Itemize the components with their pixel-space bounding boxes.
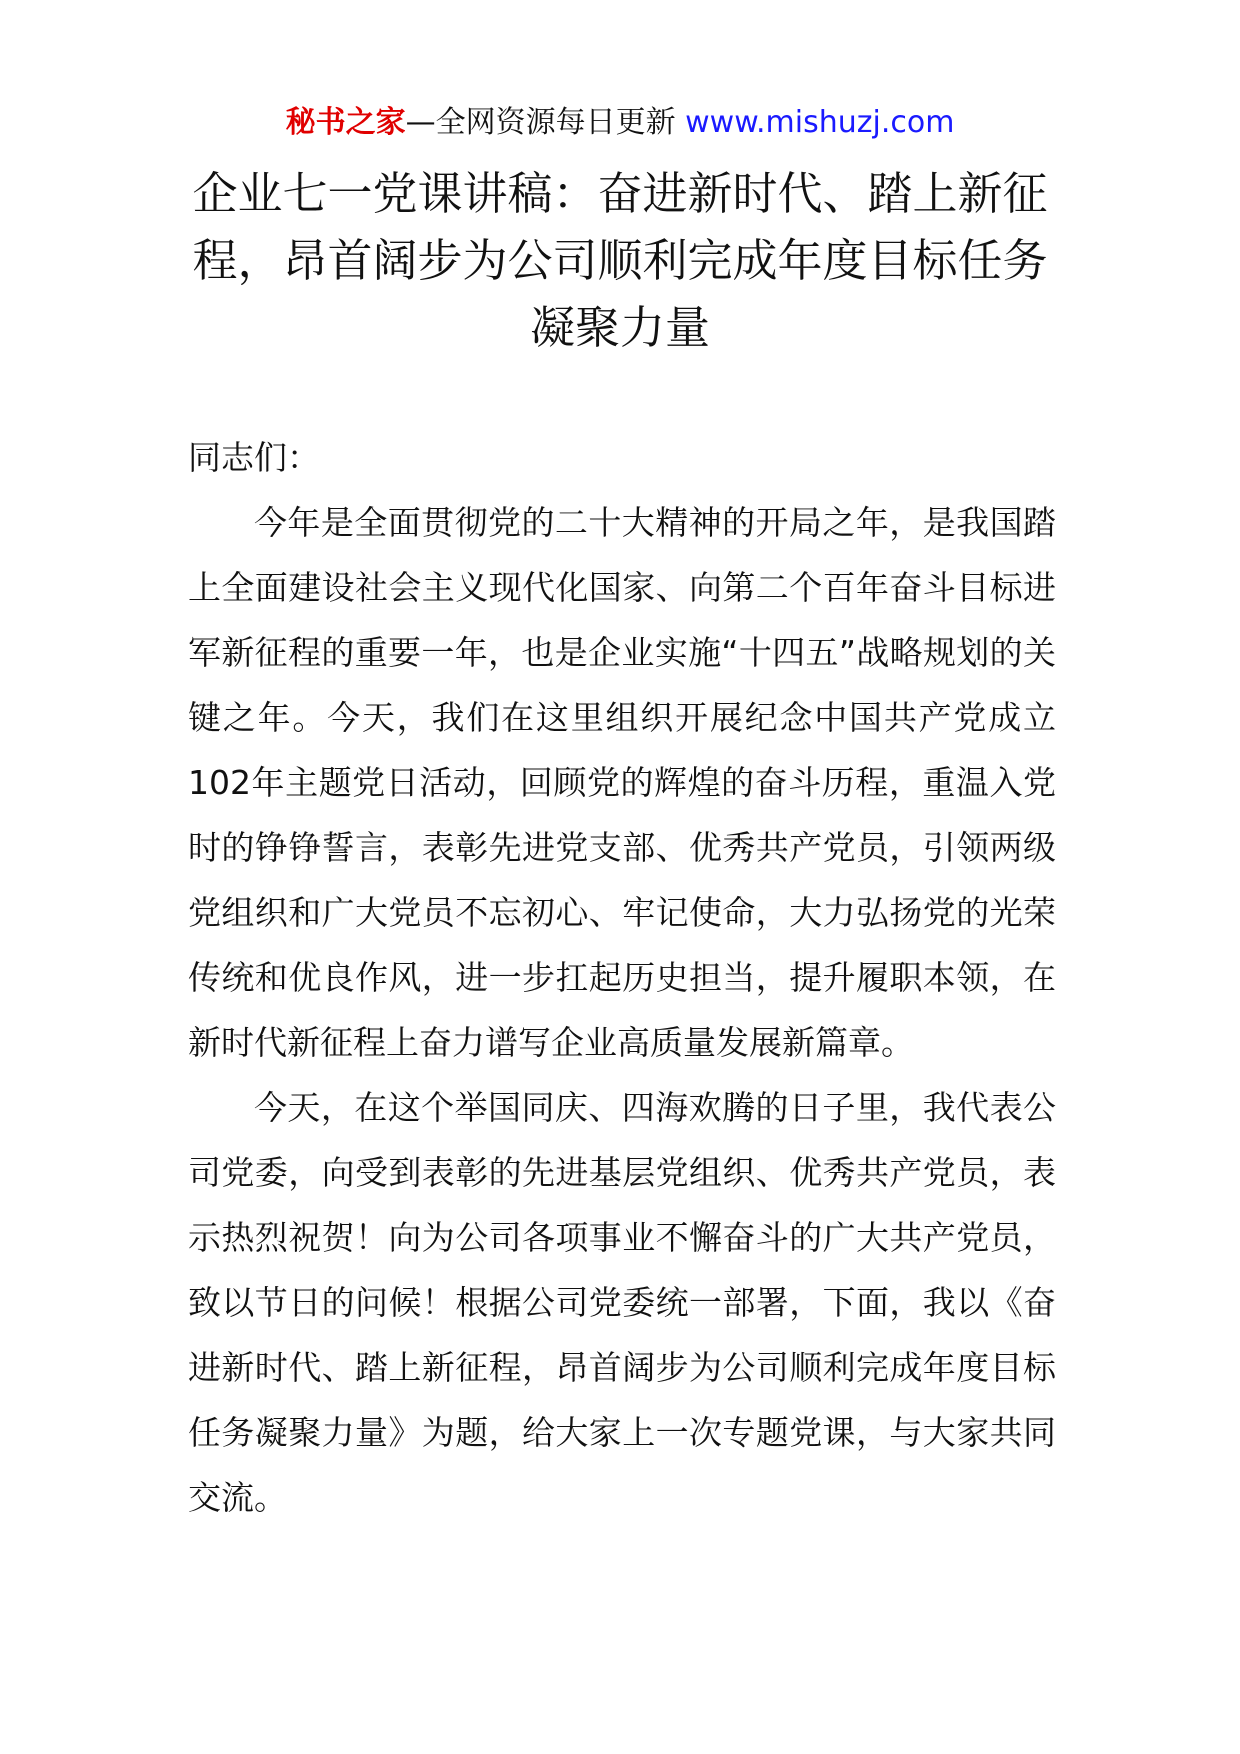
header-slogan: —全网资源每日更新 — [405, 105, 686, 140]
brand-name: 秘书之家 — [285, 105, 406, 140]
site-header — [0, 100, 1240, 146]
document-title: 企业七一党课讲稿：奋进新时代、踏上新征程，昂首阔步为公司顺利完成年度目标任务凝聚力量 — [192, 167, 1048, 354]
paragraph-1: 今年是全面贯彻党的二十大精神的开局之年，是我国踏上全面建设社会主义现代化国家、向第二个百年奋斗目标进军新征程的重要一年，也是企业实施“十四五”战略规划的关键之年。今天，我们在这里组织开展纪念中国共产党成立102年主题党日活动，回顾党的辉煌的奋斗历程，重温入党时的铮铮誓言，表彰先进党支部、优秀共产党员，引领两级党组织和广大党员不忘初心、牢记使命，大力弘扬党的光荣传统和优良作风，进一步扛起历史担当，提升履职本领，在新时代新征程上奋力谱写企业高质量发展新篇章。 — [188, 503, 1056, 1062]
paragraph-2: 今天，在这个举国同庆、四海欢腾的日子里，我代表公司党委，向受到表彰的先进基层党组织、优秀共产党员，表示热烈祝贺！向为公司各项事业不懈奋斗的广大共产党员，致以节日的问候！根据公司党委统一部署，下面，我以《奋进新时代、踏上新征程，昂首阔步为公司顺利完成年度目标任务凝聚力量》为题，给大家上一次专题党课，与大家共同交流。 — [188, 1088, 1056, 1517]
document-body — [188, 425, 1056, 1530]
salutation: 同志们： — [188, 438, 320, 477]
site-url-link[interactable]: www.mishuzj.com — [685, 105, 955, 140]
